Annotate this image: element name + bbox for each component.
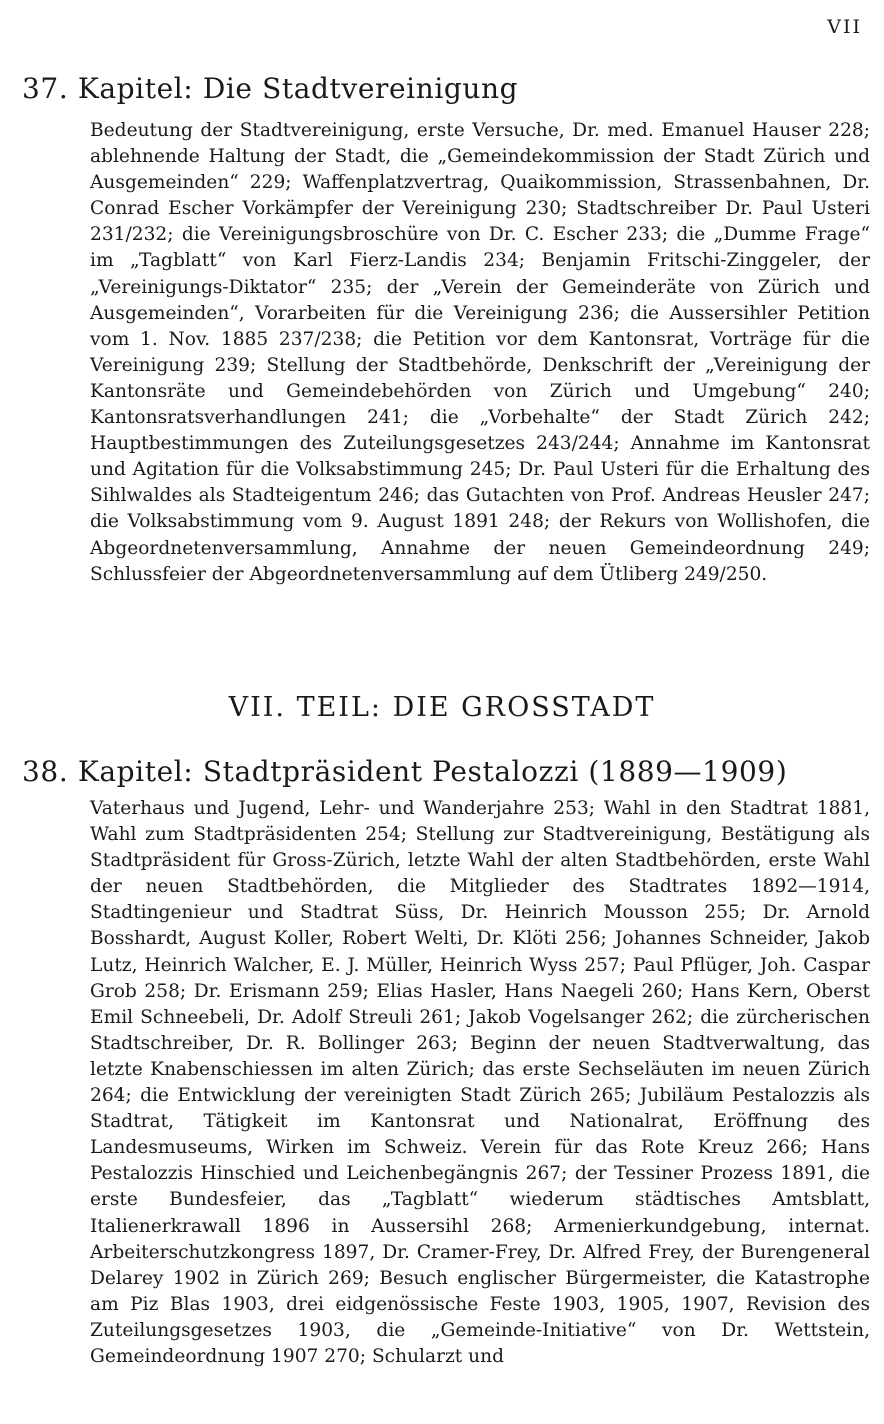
chapter-38-summary: Vaterhaus und Jugend, Lehr- und Wanderjahre 253; Wahl in den Stadtrat 1881, Wahl zum Stadtpräsidenten 254; Stellung zur Stadtvereinigung, Bestätigung als Stadtpräsident für Gross-Zürich, letzte Wahl der alten Stadtbehörden, erste Wahl der neuen Stadtbehörden, die Mitglieder des Stadtrates 1892—1914, Stadtingenieur und Stadtrat Süss, Dr. Heinrich Mousson 255; Dr. Arnold Bosshardt, August Koller, Robert Welti, Dr. Klöti 256; Johannes Schneider, Jakob Lutz, Heinrich Walcher, E. J. Müller, Heinrich Wyss 257; Paul Pflüger, Joh. Caspar Grob 258; Dr. Erismann 259; Elias Hasler, Hans Naegeli 260; Hans Kern, Oberst Emil Schneebeli, Dr. Adolf Streuli 261; Jakob Vogelsanger 262; die zürcherischen Stadtschreiber, Dr. R. Bollinger 263; Beginn der neuen Stadtverwaltung, das letzte Knabenschiessen im alten Zürich; das erste Sechseläuten im neuen Zürich 264; die Entwicklung der vereinigten Stadt Zürich 265; Jubiläum Pestalozzis als Stadtrat, Tätigkeit im Kantonsrat und Nationalrat, Eröffnung des Landesmuseums, Wirken im Schweiz. Verein für das Rote Kreuz 266; Hans Pestalozzis Hinschied und Leichenbegängnis 267; der Tessiner Prozess 1891, die erste Bundesfeier, das „Tagblatt“ wiederum städtisches Amtsblatt, Italienerkrawall 1896 in Aussersihl 268; Armenierkundgebung, internat. Arbeiterschutzkongress 1897, Dr. Cramer-Frey, Dr. Alfred Frey, der Burengeneral Delarey 1902 in Zürich 269; Besuch englischer Bürgermeister, die Katastrophe am Piz Blas 1903, drei eidgenössische Feste 1903, 1905, 1907, Revision des Zuteilungsgesetzes 1903, die „Gemeinde-Initiative“ von Dr. Wettstein, Gemeindeordnung 1907 270; Schularzt und — [90, 798, 870, 1367]
chapter-38-title: 38. Kapitel: Stadtpräsident Pestalozzi (1889—1909) — [22, 755, 788, 788]
part-7-title: VII. TEIL: DIE GROSSTADT — [228, 692, 656, 723]
page-number: VII — [827, 16, 862, 38]
chapter-37-summary: Bedeutung der Stadtvereinigung, erste Versuche, Dr. med. Emanuel Hauser 228; ablehnende Haltung der Stadt, die „Gemeindekommission der Stadt Zürich und Ausgemeinden“ 229; Waffenplatzvertrag, Quaikommission, Strassenbahnen, Dr. Conrad Escher Vorkämpfer der Vereinigung 230; Stadtschreiber Dr. Paul Usteri 231/232; die Vereinigungsbroschüre von Dr. C. Escher 233; die „Dumme Frage“ im „Tagblatt“ von Karl Fierz-Landis 234; Benjamin Fritschi-Zinggeler, der „Vereinigungs-Diktator“ 235; der „Verein der Gemeinderäte von Zürich und Ausgemeinden“, Vorarbeiten für die Vereinigung 236; die Aussersihler Petition vom 1. Nov. 1885 237/238; die Petition vor dem Kantonsrat, Vorträge für die Vereinigung 239; Stellung der Stadtbehörde, Denkschrift der „Vereinigung der Kantonsräte und Gemeindebehörden von Zürich und Umgebung“ 240; Kantonsratsverhandlungen 241; die „Vorbehalte“ der Stadt Zürich 242; Hauptbestimmungen des Zuteilungsgesetzes 243/244; Annahme im Kantonsrat und Agitation für die Volksabstimmung 245; Dr. Paul Usteri für die Erhaltung des Sihlwaldes als Stadteigentum 246; das Gutachten von Prof. Andreas Heusler 247; die Volksabstimmung vom 9. August 1891 248; der Rekurs von Wollishofen, die Abgeordnetenversammlung, Annahme der neuen Gemeindeordnung 249; Schlussfeier der Abgeordnetenversammlung auf dem Ütliberg 249/250. — [90, 120, 870, 585]
chapter-37-title: 37. Kapitel: Die Stadtvereinigung — [22, 72, 519, 105]
